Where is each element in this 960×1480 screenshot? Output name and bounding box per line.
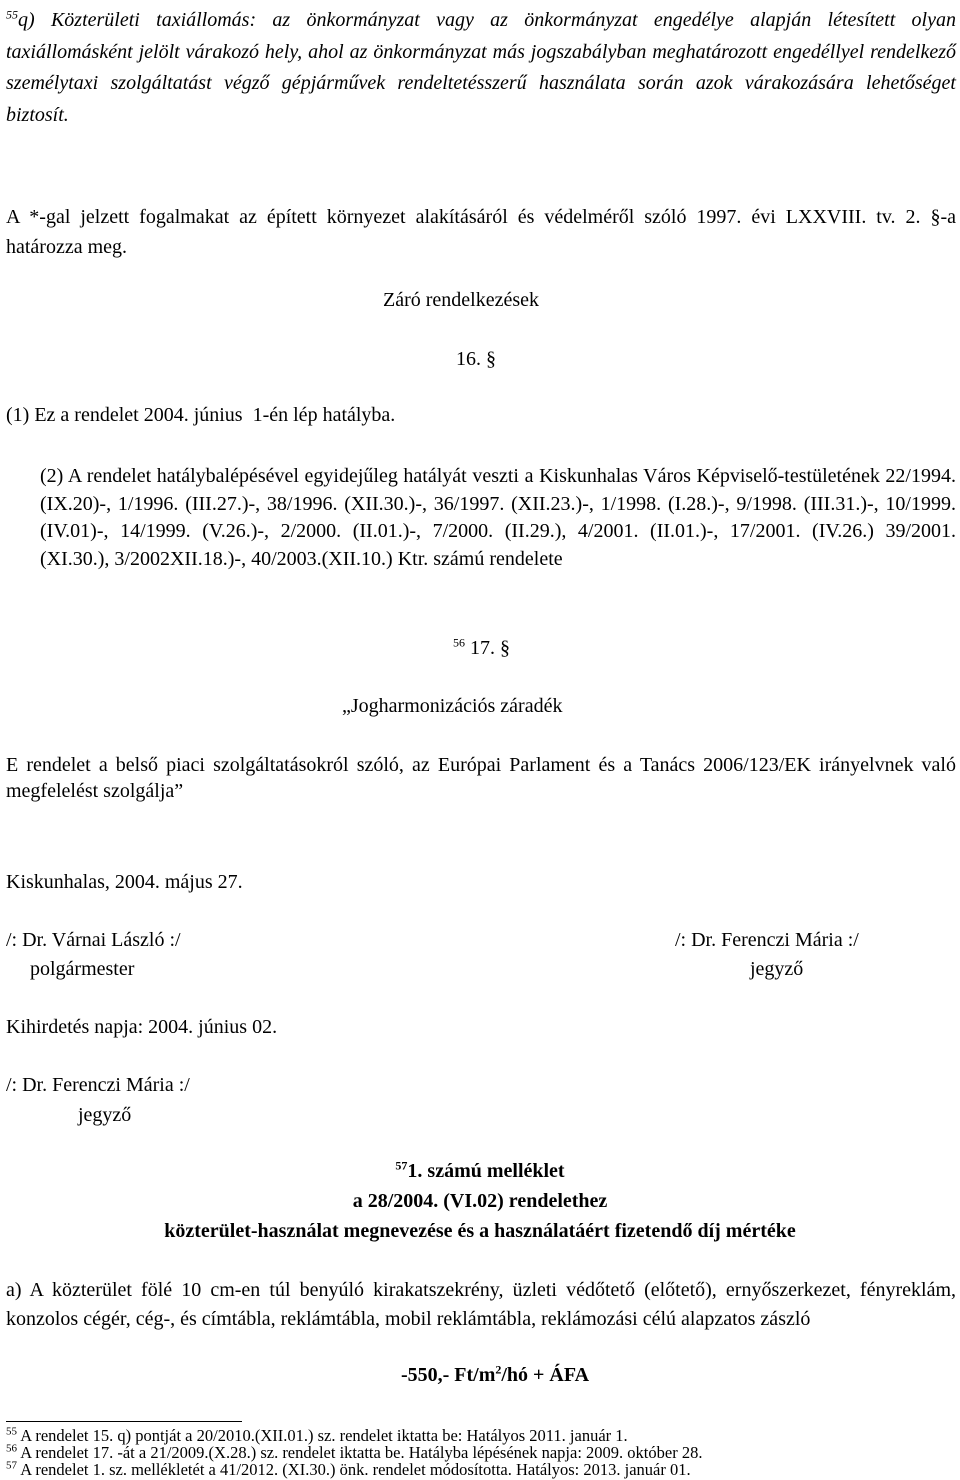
- annex-price: [0, 1363, 960, 1387]
- annex-title-2: a 28/2004. (VI.02) rendelethez: [352, 1190, 608, 1212]
- footnote-ref-57: 57: [395, 1158, 408, 1173]
- announcement-name: /: Dr. Ferenczi Mária :/: [6, 1074, 190, 1096]
- signature-left-title: polgármester: [30, 958, 135, 980]
- annex-title-1-text: 1. számú melléklet: [407, 1160, 565, 1182]
- annex-item-a: a) A közterület fölé 10 cm-en túl benyúló kirakatszekrény, üzleti védőtető (előtető), ernyőszerkezet, fényreklám, konzolos cégér, cég-, és címtábla, reklámtábla, mobil reklámtábla, reklámozási célú alapzatos zászló: [6, 1279, 956, 1330]
- definition-q: [6, 5, 956, 131]
- footnote-ref-55: 55: [6, 7, 18, 22]
- signature-left-name: /: Dr. Várnai László :/: [6, 929, 181, 951]
- annex-price-sup: 2: [495, 1362, 502, 1377]
- footnote-57: [6, 1460, 691, 1480]
- footnote-text-55: A rendelet 15. q) pontját a 20/2010.(XII.01.) sz. rendelet iktatta be: Hatályos 2011. január 1.: [20, 1426, 628, 1445]
- closing-heading: Záró rendelkezések: [383, 289, 540, 311]
- announcement-date: Kihirdetés napja: 2004. június 02.: [6, 1016, 278, 1038]
- footnote-divider: [6, 1421, 242, 1422]
- section-16-para2: (2) A rendelet hatálybalépésével egyidejűleg hatályát veszti a Kiskunhalas Város Képviselő-testületének 22/1994. (IX.20)-, 1/1996. (III.27.)-, 38/1996. (XII.30.)-, 36/1997. (XII.23.)-, 1/1998. (I.28.)-, 9/1998. (III.31.)-, 10/1999. (IV.01)-, 14/1999. (V.26.)-, 2/2000. (II.01.)-, 7/2000. (II.29.), 4/2001. (II.01.)-, 17/2001. (IV.26.) 39/2001. (XI.30.), 3/2002XII.18.)-, 40/2003.(XII.10.) Ktr. számú rendelete: [40, 465, 956, 570]
- footnote-text-57: A rendelet 1. sz. mellékletét a 41/2012. (XI.30.) önk. rendelet módosította. Hatályos: 2013. január 01.: [20, 1460, 691, 1479]
- annex-title-1: [0, 1159, 960, 1183]
- section-16-number: 16. §: [456, 348, 496, 370]
- annex-price-prefix: -550,- Ft/m: [400, 1364, 496, 1386]
- section-17-number-text: 17. §: [470, 637, 510, 659]
- signature-right-title: jegyző: [750, 958, 804, 980]
- announcement-title: jegyző: [78, 1104, 132, 1126]
- section-17-number: [453, 636, 510, 660]
- footnote-num-55: 55: [6, 1425, 17, 1438]
- section-16-para1: (1) Ez a rendelet 2004. június 1-én lép hatályba.: [6, 404, 396, 426]
- annex-title-3: közterület-használat megnevezése és a használatáért fizetendő díj mértéke: [164, 1220, 796, 1242]
- section-17-heading: „Jogharmonizációs záradék: [342, 695, 563, 717]
- section-17-text: E rendelet a belső piaci szolgáltatásokról szóló, az Európai Parlament és a Tanács 2006/123/EK irányelvnek való megfelelést szolgálja”: [6, 754, 956, 802]
- footnote-num-57: 57: [6, 1459, 17, 1472]
- definition-q-text: q) Közterületi taxiállomás: az önkormányzat vagy az önkormányzat engedélye alapján létesített olyan taxiállomásként jelölt várakozó hely, ahol az önkormányzat más jogszabályban meghatározott engedéllyel rendelkező személytaxi szolgáltatást végző gépjárművek rendeltetésszerű használata során azok várakozására lehetőséget biztosít.: [6, 9, 956, 126]
- place-date: Kiskunhalas, 2004. május 27.: [6, 871, 243, 893]
- annex-price-suffix: /hó + ÁFA: [501, 1364, 590, 1386]
- footnote-text-56: A rendelet 17. -át a 21/2009.(X.28.) sz. rendelet iktatta be. Hatályba lépésének napja: 2009. október 28.: [20, 1443, 703, 1462]
- footnote-num-56: 56: [6, 1442, 17, 1455]
- signature-right-name: /: Dr. Ferenczi Mária :/: [675, 929, 859, 951]
- reference-note: A *-gal jelzett fogalmakat az épített környezet alakításáról és védelméről szóló 1997. évi LXXVIII. tv. 2. §-a határozza meg.: [6, 206, 956, 258]
- footnote-ref-56: 56: [453, 635, 465, 650]
